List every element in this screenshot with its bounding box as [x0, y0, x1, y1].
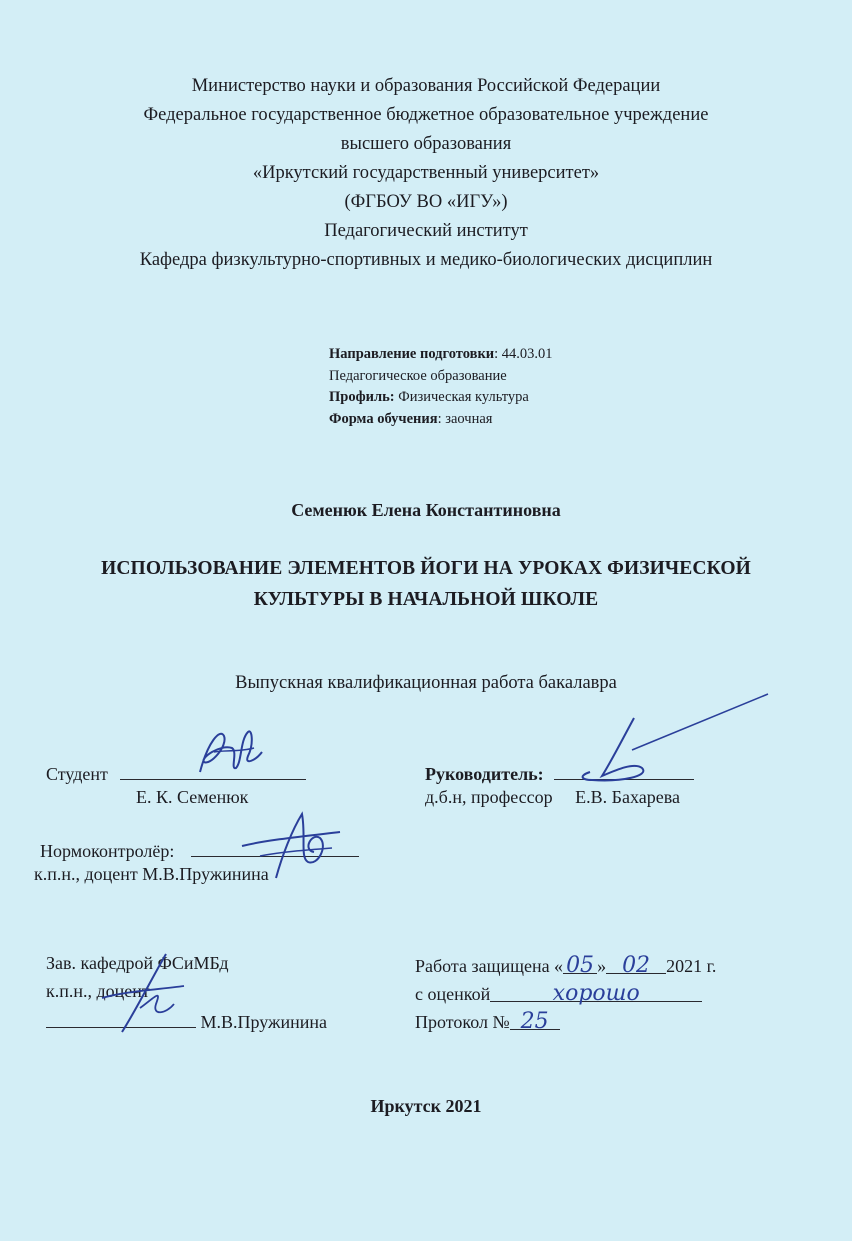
institute-line: Педагогический институт	[324, 221, 528, 241]
supervisor-label: Руководитель:	[425, 764, 544, 784]
thesis-title-line-1: ИСПОЛЬЗОВАНИЕ ЭЛЕМЕНТОВ ЙОГИ НА УРОКАХ ФИЗИЧЕСКОЙ	[101, 558, 751, 579]
direction-code: : 44.03.01	[494, 346, 553, 362]
defense-quote-close: »	[597, 956, 607, 976]
author-name: Семенюк Елена Константиновна	[291, 500, 561, 520]
supervisor-degree: д.б.н, профессор	[425, 787, 553, 807]
defense-prefix: Работа защищена «	[415, 956, 564, 976]
institution-header	[0, 72, 852, 275]
thesis-title	[0, 553, 852, 615]
department-line: Кафедра физкультурно-спортивных и медико-биологических дисциплин	[139, 250, 713, 270]
protocol-label: Протокол №	[415, 1012, 510, 1032]
university-type-line: Федеральное государственное бюджетное образовательное учреждение	[143, 105, 709, 125]
study-info	[329, 344, 553, 430]
university-abbr-line: (ФГБОУ ВО «ИГУ»)	[344, 192, 508, 212]
defense-date-row	[415, 953, 716, 977]
profile-label: Профиль:	[329, 389, 395, 405]
supervisor-degree-row	[425, 787, 680, 808]
student-signature	[190, 722, 270, 784]
supervisor-signature	[572, 690, 772, 790]
education-level-line: высшего образования	[340, 134, 512, 154]
grade-value: хорошо	[490, 981, 702, 1002]
ministry-line: Министерство науки и образования Российской Федерации	[191, 76, 661, 96]
work-type: Выпускная квалификационная работа бакалавра	[235, 673, 617, 693]
protocol-row	[415, 1009, 560, 1033]
thesis-title-line-2: КУЛЬТУРЫ В НАЧАЛЬНОЙ ШКОЛЕ	[253, 589, 599, 610]
normcontrol-person: к.п.н., доцент М.В.Пружинина	[34, 864, 269, 884]
defense-month: 02	[606, 953, 666, 974]
defense-year: 2021 г.	[666, 956, 717, 976]
university-name-line: «Иркутский государственный университет»	[252, 163, 600, 183]
study-form-value: : заочная	[437, 410, 493, 427]
city-year: Иркутск 2021	[370, 1096, 482, 1116]
grade-label: с оценкой	[415, 984, 491, 1004]
head-label: Зав. кафедрой ФСиМБд	[46, 953, 229, 973]
supervisor-name: Е.В. Бахарева	[575, 787, 680, 807]
grade-row	[415, 981, 702, 1005]
head-name: М.В.Пружинина	[200, 1012, 327, 1032]
student-name: Е. К. Семенюк	[136, 787, 249, 807]
protocol-number: 25	[510, 1009, 560, 1030]
student-label: Студент	[46, 764, 108, 784]
direction-name: Педагогическое образование	[329, 367, 507, 384]
study-form-label: Форма обучения	[329, 410, 438, 427]
head-signature	[96, 948, 196, 1038]
profile-value: Физическая культура	[394, 389, 529, 405]
direction-label: Направление подготовки	[329, 346, 495, 362]
head-degree: к.п.н., доцент	[46, 981, 150, 1001]
normcontrol-label: Нормоконтролёр:	[40, 841, 175, 861]
defense-day: 05	[563, 953, 597, 974]
